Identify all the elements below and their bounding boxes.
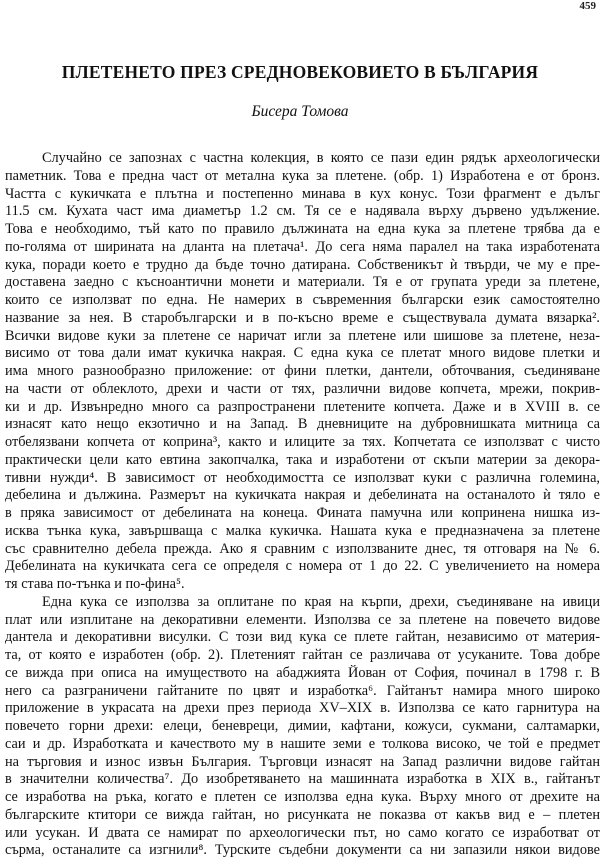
text-line: него са разграничени гайтаните по цвят и изработка⁶. Гайтанът намира много широко	[5, 682, 600, 699]
text-line: сърма, останалите са изгнили⁸. Турските съдебни документи са ни запазили някои видове	[5, 842, 600, 859]
text-line: паметник. Това е предна част от метална кука за плетене. (обр. 1) Изработена е от бронз.	[5, 167, 600, 184]
text-line: има много разнообразно приложение: от фини плетки, дантели, обточвания, съединяване	[5, 363, 600, 379]
text-line: Дебелината на кукичката сега се определя с номера от 1 до 22. С увеличението на номера	[5, 558, 600, 575]
paragraph-2	[5, 594, 600, 860]
article-title: ПЛЕТЕНЕТО ПРЕЗ СРЕДНОВЕКОВИЕТО В БЪЛГАРИЯ	[61, 62, 539, 82]
text-line: българските ктитори се вижда гайтан, но рисунката не показва от какъв вид е – плетен	[5, 806, 600, 823]
text-line: приложение в украсата на дрехи през периода XV–XIX в. Използва се като гарнитура на	[5, 700, 600, 717]
text-line: дебелина и дължина. Размерът на кукичката накрая и дебелината на останалото ѝ тяло е	[5, 487, 600, 504]
text-line: тя става по-тънка и по-фина⁵.	[5, 576, 185, 592]
article-body	[5, 150, 600, 860]
text-line: повечето горни дрехи: елеци, беневреци, димии, кафтани, кожуси, сукмани, салтамарки,	[5, 718, 600, 734]
text-line: които се използват по една. Не намерих в съвременния български език самостоятелно	[5, 292, 600, 308]
text-line: на търговия и износ извън България. Търговци изнасят на Запад различни видове гайтан	[5, 753, 600, 770]
text-line: саи и др. Изработката и качеството му в нашите земи е толкова високо, че той е предмет	[5, 735, 600, 752]
article-author: Бисера Томова	[251, 103, 349, 120]
text-line: плат или изплитане на декоративни елементи. Използва се за плетене на повечето видове	[5, 611, 600, 628]
text-line: със сравнително дебела прежда. Ако я сравним с използваните днес, тя отговаря на № 6.	[5, 540, 600, 557]
text-line: се изработва на ръка, когато е плетен се използва една кука. Върху много от дрехите на	[5, 789, 600, 805]
text-line: в значителни количества⁷. До изобретяването на машинната изработка в XIX в., гайтанът	[5, 771, 600, 788]
text-line: в пряка зависимост от дебелината на конеца. Фината памучна или копринена нишка из-	[5, 505, 600, 521]
text-line: или усукан. И двата се намират по археологически път, но само когато се изработват от	[5, 824, 600, 841]
text-line: Случайно се запознах с частна колекция, в която се пази един рядък археологически	[42, 150, 600, 166]
text-line: по-голяма от ширината на дланта на плетача¹. До сега няма паралел на така изработената	[5, 238, 600, 255]
text-line: кука, поради което е трудно да бъде точно датирана. Собственикът ѝ твърди, че му е пре-	[5, 256, 600, 273]
text-line: та, от която е изработен (обр. 2). Плетеният гайтан се различава от усуканите. Това добре	[5, 647, 600, 663]
text-line: Частта с кукичката е плътна и постепенно минава в кух конус. Този фрагмент е дълъг	[5, 185, 600, 202]
text-line: название за нея. В старобългарски и в по-късно време е съществувала думата вязарка².	[5, 309, 600, 326]
text-line: Една кука се използва за оплитане по края на кърпи, дрехи, съединяване на ивици	[42, 593, 600, 610]
text-line: исква тънка кука, завършваща с малка кукичка. Нашата кука е предназначена за плетене	[5, 522, 600, 539]
paragraph-1	[5, 150, 600, 594]
text-line: се вижда при описа на имуществото на абаджията Йован от София, починал в 1798 г. В	[5, 664, 600, 681]
text-line: ки и др. Извънредно много са разпространени плетените копчета. Даже и в XVIII в. се	[5, 398, 600, 415]
text-line: Всички видове куки за плетене се наричат игли за плетене или шишове за плетене, неза-	[5, 327, 600, 344]
text-line: доставена заедно с късноантични монети и материали. Тя е от групата уреди за плетене,	[5, 274, 600, 291]
text-line: практически цели като евтина закопчалка, така и изработени от скъпи материи за декора-	[5, 451, 600, 468]
text-line: изнасят като нещо екзотично и на Запад. В дневниците на дубровнишката митница са	[5, 416, 600, 433]
text-line: отбелязвани копчета от коприна³, както и илиците за тях. Копчетата се използват с чисто	[5, 434, 600, 450]
text-line: Това е необходимо, тъй като по правило дължината на една кука за плетене трябва да е	[5, 221, 600, 237]
text-line: 11.5 см. Кухата част има диаметър 1.2 см. Тя се е надявала върху дървено удължение.	[5, 203, 600, 220]
text-line: дантела и декоративни висулки. С този вид кука се плете гайтан, независимо от материя-	[5, 629, 600, 646]
text-line: на части от облеклото, дрехи и части от тях, различни видове копчета, мрежи, покрив-	[5, 380, 600, 397]
text-line: тивни нужди⁴. В зависимост от необходимостта се използват куки с различна големина,	[5, 469, 600, 486]
page-number: 459	[579, 0, 596, 12]
text-line: висимо от това дали имат кукичка накрая. С една кука се плетат много видове плетки и	[5, 345, 600, 362]
